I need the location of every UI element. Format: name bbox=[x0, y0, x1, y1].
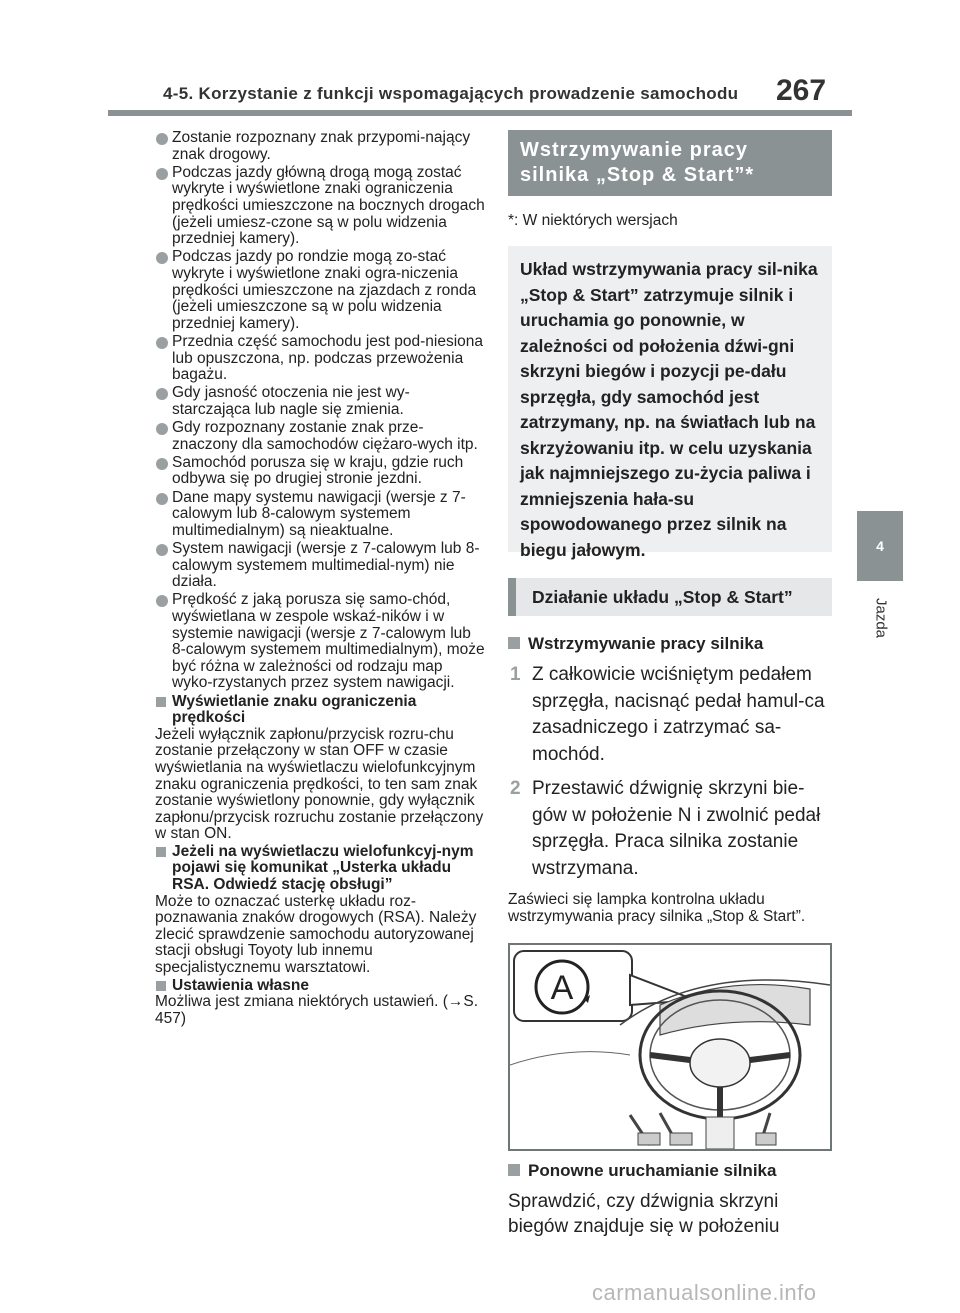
list-item: Podczas jazdy główną drogą mogą zostać wykryte i wyświetlone znaki ograniczenia prędkości umieszczone na bocznych drogach (jeżeli umiesz-czone są w polu widzenia przedniej kamery). bbox=[155, 165, 485, 248]
chapter-tab: 4 bbox=[857, 511, 903, 581]
page-number: 267 bbox=[776, 74, 827, 107]
subsection-heading: Wstrzymywanie pracy silnika bbox=[508, 634, 832, 654]
section-text: Może to oznaczać usterkę układu roz-poznawania znaków drogowych (RSA). Należy zlecić sprawdzenie samochodu autoryzowanej stacji obsługi Toyoty lub innemu specjalistycznemu warsztatowi. bbox=[155, 892, 477, 977]
list-item: Przednia część samochodu jest pod-niesiona lub opuszczona, np. podczas przewożenia bagażu. bbox=[155, 334, 485, 384]
step-2 bbox=[508, 776, 832, 882]
chapter-label: Jazda bbox=[872, 597, 890, 639]
subsection-heading: Ponowne uruchamianie silnika bbox=[508, 1161, 832, 1181]
intro-box: Układ wstrzymywania pracy sil-nika „Stop & Start” zatrzymuje silnik i uruchamia go ponownie, w zależności od położenia dźwi-gni skrzyni biegów i pozycji pe-dału sprzęgła, gdy samochód jest zatrzymany, np. na światłach lub na skrzyżowaniu itp. w celu uzyskania jak najmniejszego zu-życia paliwa i zmniejszenia hała-su spowodowanego przez silnik na biegu jałowym. bbox=[508, 246, 832, 552]
list-item: Gdy rozpoznany zostanie znak prze-znaczony dla samochodów ciężaro-wych itp. bbox=[155, 420, 485, 453]
step-text: Z całkowicie wciśniętym pedałem sprzęgła, nacisnąć pedał hamul-ca zasadniczego i zatrzymać sa-mochód. bbox=[532, 664, 825, 765]
section-text: Jeżeli wyłącznik zapłonu/przycisk rozru-chu zostanie przełączony w stan OFF w czasie wyświetlania na wyświetlaczu wielofunkcyjnym znaku ograniczenia prędkości, to ten sam znak zostanie wyświetlony ponownie, gdy wyłącznik zapłonu/przycisk rozruchu zostanie przełączony w stan ON. bbox=[155, 725, 484, 843]
list-item: System nawigacji (wersje z 7-calowym lub 8-calowym systemem multimedial-nym) nie działa. bbox=[155, 541, 485, 591]
chapter-section-title: Wstrzymywanie pracy silnika „Stop & Start”* bbox=[508, 130, 832, 196]
step-1 bbox=[508, 662, 832, 768]
section-heading: Ustawienia własne bbox=[155, 978, 485, 995]
section-heading: Wyświetlanie znaku ograniczenia prędkości bbox=[155, 694, 485, 727]
body-text: Sprawdzić, czy dźwignia skrzyni biegów znajduje się w położeniu bbox=[508, 1191, 780, 1237]
callout-label: A bbox=[550, 969, 574, 1007]
header-rule bbox=[108, 110, 852, 116]
steering-wheel-icon bbox=[510, 945, 830, 1149]
watermark: carmanualsonline.info bbox=[592, 1280, 817, 1305]
list-item: Podczas jazdy po rondzie mogą zo-stać wykryte i wyświetlone znaki ogra-niczenia prędkości umieszczone na zjazdach z ronda (jeżeli umieszczone są w polu widzenia przedniej kamery). bbox=[155, 249, 485, 332]
step-text: Przestawić dźwignię skrzyni bie-gów w położenie N i zwolnić pedał sprzęgła. Praca silnika zostanie wstrzymana. bbox=[532, 778, 821, 879]
footnote: *: W niektórych wersjach bbox=[508, 212, 678, 229]
dashboard-illustration bbox=[508, 943, 832, 1151]
section-title: Działanie układu „Stop & Start” bbox=[508, 578, 832, 616]
list-item: Prędkość z jaką porusza się samo-chód, wyświetlana w zespole wskaź-ników i w systemie nawigacji (wersje z 7-calowym lub 8-calowym systemem multimedialnym), może być różna w zależności od rodzaju map wyko-rzystanych przez system nawigacji. bbox=[155, 592, 485, 692]
list-item: Samochód porusza się w kraju, gdzie ruch odbywa się po drugiej stronie jezdni. bbox=[155, 455, 485, 488]
indicator-note: Zaświeci się lampka kontrolna układu wstrzymywania pracy silnika „Stop & Start”. bbox=[508, 891, 806, 925]
header-title: 4-5. Korzystanie z funkcji wspomagających prowadzenie samochodu bbox=[163, 84, 739, 103]
list-item: Zostanie rozpoznany znak przypomi-nający znak drogowy. bbox=[155, 130, 485, 163]
right-column bbox=[508, 130, 832, 1239]
list-item: Dane mapy systemu nawigacji (wersje z 7-calowym lub 8-calowym systemem multimedialnym) są nieaktualne. bbox=[155, 490, 485, 540]
section-heading: Jeżeli na wyświetlaczu wielofunkcyj-nym pojawi się komunikat „Usterka układu RSA. Odwiedź stację obsługi” bbox=[155, 844, 485, 894]
left-column bbox=[155, 130, 485, 1028]
step-number: 2 bbox=[510, 778, 521, 799]
step-number: 1 bbox=[510, 664, 521, 685]
section-text: Możliwa jest zmiana niektórych ustawień. (→S. 457) bbox=[155, 993, 479, 1027]
list-item: Gdy jasność otoczenia nie jest wy-starczająca lub nagle się zmienia. bbox=[155, 385, 485, 418]
